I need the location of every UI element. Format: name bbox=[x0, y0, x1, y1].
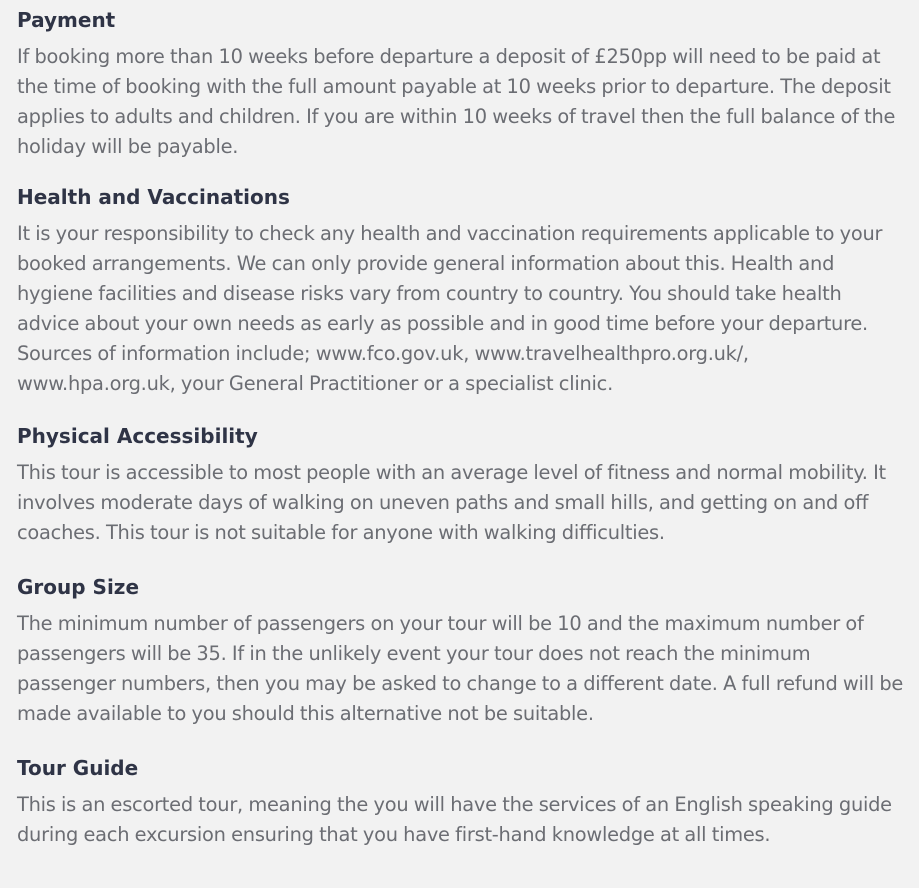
health-vaccinations-heading: Health and Vaccinations bbox=[17, 185, 290, 209]
payment-section bbox=[17, 0, 905, 162]
physical-accessibility-text: This tour is accessible to most people with an average level of fitness and normal mobility. It involves moderate days of walking on uneven paths and small hills, and getting on and off coaches. This tour is not suitable for anyone with walking difficulties. bbox=[17, 461, 886, 544]
tour-guide-text: This is an escorted tour, meaning the you will have the services of an English speaking guide during each excursion ensuring that you have first-hand knowledge at all times. bbox=[17, 793, 892, 846]
tour-guide-section bbox=[17, 754, 905, 850]
payment-heading: Payment bbox=[17, 8, 116, 32]
tour-guide-heading: Tour Guide bbox=[17, 756, 139, 780]
physical-accessibility-heading: Physical Accessibility bbox=[17, 424, 258, 448]
payment-text: If booking more than 10 weeks before departure a deposit of £250pp will need to be paid at the time of booking with the full amount payable at 10 weeks prior to departure. The deposit applies to adults and children. If you are within 10 weeks of travel then the full balance of the holiday will be payable. bbox=[17, 45, 896, 158]
group-size-text: The minimum number of passengers on your tour will be 10 and the maximum number of passengers will be 35. If in the unlikely event your tour does not reach the minimum passenger numbers, then you may be asked to change to a different date. A full refund will be made available to you should this alternative not be suitable. bbox=[17, 612, 904, 725]
physical-accessibility-section bbox=[17, 422, 905, 548]
health-vaccinations-section bbox=[17, 183, 905, 399]
group-size-section bbox=[17, 573, 905, 729]
health-vaccinations-text: It is your responsibility to check any health and vaccination requirements applicable to your booked arrangements. We can only provide general information about this. Health and hygiene facilities and disease risks vary from country to country. You should take health advice about your own needs as early as possible and in good time before your departure. Sources of information include; www.fco.gov.uk, www.travelhealthpro.org.uk/, www.hpa.org.uk, your General Practitioner or a specialist clinic. bbox=[17, 222, 883, 395]
group-size-heading: Group Size bbox=[17, 575, 140, 599]
